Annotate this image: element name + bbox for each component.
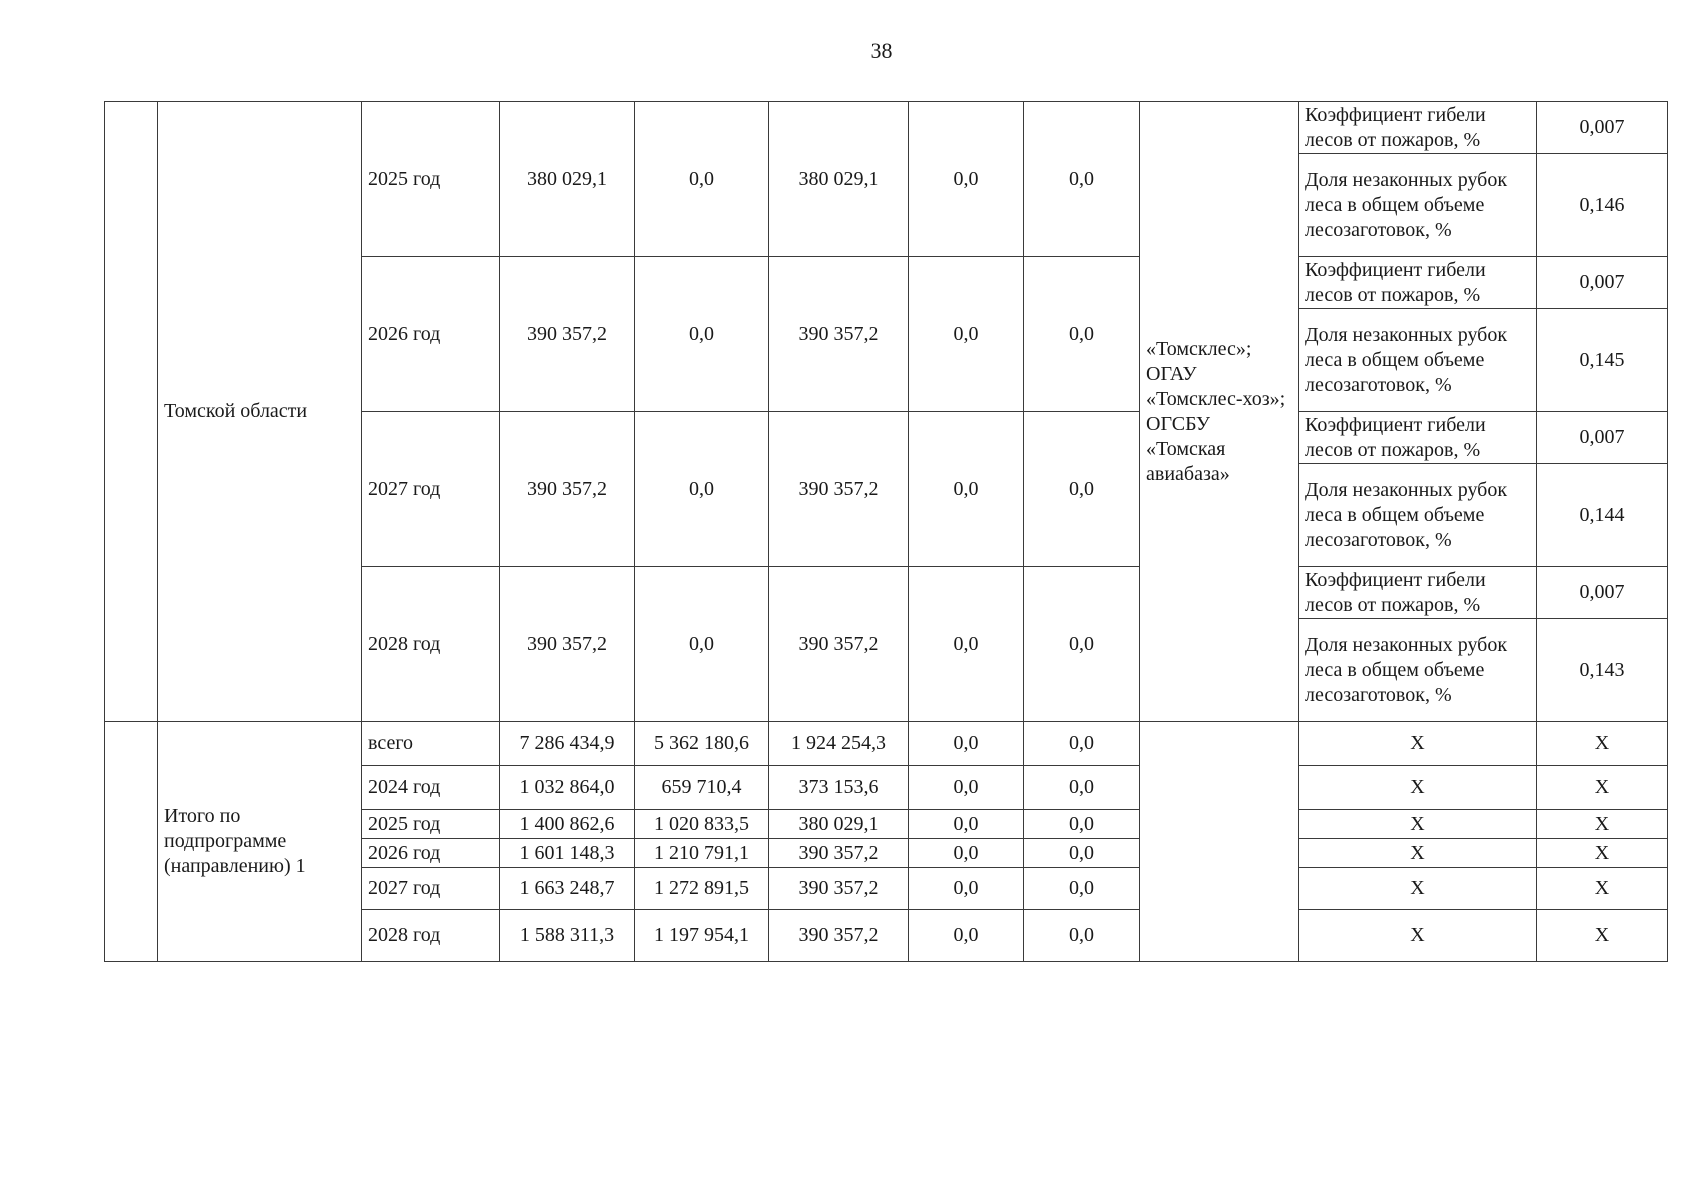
amount-cell: 0,0 <box>909 412 1024 567</box>
page-number: 38 <box>870 38 893 63</box>
amount-cell: 390 357,2 <box>769 412 909 567</box>
amount-cell: 0,0 <box>1024 810 1140 839</box>
executor-cell: «Томсклес»; ОГАУ «Томсклес-хоз»; ОГСБУ «Томская авиабаза» <box>1140 102 1299 722</box>
amount-cell: 1 210 791,1 <box>635 839 769 868</box>
year-cell: 2027 год <box>362 412 500 567</box>
amount-cell: 0,0 <box>1024 567 1140 722</box>
indicator-value-cell: 0,007 <box>1537 257 1668 309</box>
amount-cell: 0,0 <box>635 102 769 257</box>
indicator-x-cell: X <box>1537 766 1668 810</box>
total-name-cell: Итого по подпрограмме (направлению) 1 <box>158 722 362 962</box>
indicator-label-cell: Коэффициент гибели лесов от пожаров, % <box>1299 412 1537 464</box>
table-row <box>105 722 1668 766</box>
amount-cell: 0,0 <box>909 868 1024 910</box>
amount-cell: 7 286 434,9 <box>500 722 635 766</box>
indicator-x-cell: X <box>1537 910 1668 962</box>
indicator-x-cell: X <box>1299 868 1537 910</box>
amount-cell: 0,0 <box>1024 102 1140 257</box>
year-cell: 2028 год <box>362 910 500 962</box>
amount-cell: 390 357,2 <box>769 567 909 722</box>
indicator-value-cell: 0,007 <box>1537 102 1668 154</box>
indicator-x-cell: X <box>1299 839 1537 868</box>
amount-cell: 0,0 <box>909 839 1024 868</box>
year-cell: 2025 год <box>362 102 500 257</box>
row-number-cell <box>105 722 158 962</box>
indicator-x-cell: X <box>1299 766 1537 810</box>
amount-cell: 1 663 248,7 <box>500 868 635 910</box>
amount-cell: 1 197 954,1 <box>635 910 769 962</box>
amount-cell: 0,0 <box>1024 910 1140 962</box>
amount-cell: 0,0 <box>1024 839 1140 868</box>
amount-cell: 390 357,2 <box>500 567 635 722</box>
amount-cell: 0,0 <box>909 567 1024 722</box>
amount-cell: 5 362 180,6 <box>635 722 769 766</box>
amount-cell: 0,0 <box>909 722 1024 766</box>
amount-cell: 0,0 <box>635 567 769 722</box>
indicator-value-cell: 0,146 <box>1537 154 1668 257</box>
indicator-value-cell: 0,007 <box>1537 412 1668 464</box>
year-cell: всего <box>362 722 500 766</box>
amount-cell: 0,0 <box>1024 868 1140 910</box>
indicator-label-cell: Доля незаконных рубок леса в общем объеме лесозаготовок, % <box>1299 309 1537 412</box>
amount-cell: 380 029,1 <box>769 102 909 257</box>
amount-cell: 0,0 <box>909 810 1024 839</box>
indicator-label-cell: Коэффициент гибели лесов от пожаров, % <box>1299 567 1537 619</box>
amount-cell: 1 601 148,3 <box>500 839 635 868</box>
year-cell: 2027 год <box>362 868 500 910</box>
amount-cell: 380 029,1 <box>500 102 635 257</box>
indicator-x-cell: X <box>1299 722 1537 766</box>
amount-cell: 0,0 <box>635 412 769 567</box>
indicator-label-cell: Доля незаконных рубок леса в общем объеме лесозаготовок, % <box>1299 619 1537 722</box>
amount-cell: 0,0 <box>1024 722 1140 766</box>
amount-cell: 1 272 891,5 <box>635 868 769 910</box>
amount-cell: 390 357,2 <box>769 839 909 868</box>
indicator-label-cell: Коэффициент гибели лесов от пожаров, % <box>1299 257 1537 309</box>
indicator-label-cell: Коэффициент гибели лесов от пожаров, % <box>1299 102 1537 154</box>
year-cell: 2025 год <box>362 810 500 839</box>
program-name-cell: Томской области <box>158 102 362 722</box>
indicator-x-cell: X <box>1537 722 1668 766</box>
table-body <box>105 102 1668 962</box>
amount-cell: 390 357,2 <box>769 257 909 412</box>
amount-cell: 390 357,2 <box>769 910 909 962</box>
amount-cell: 0,0 <box>909 766 1024 810</box>
budget-table <box>104 101 1668 962</box>
amount-cell: 1 032 864,0 <box>500 766 635 810</box>
amount-cell: 1 924 254,3 <box>769 722 909 766</box>
indicator-value-cell: 0,144 <box>1537 464 1668 567</box>
amount-cell: 0,0 <box>909 257 1024 412</box>
amount-cell: 0,0 <box>1024 257 1140 412</box>
indicator-value-cell: 0,145 <box>1537 309 1668 412</box>
year-cell: 2026 год <box>362 257 500 412</box>
amount-cell: 390 357,2 <box>500 412 635 567</box>
row-number-cell <box>105 102 158 722</box>
amount-cell: 0,0 <box>635 257 769 412</box>
amount-cell: 0,0 <box>1024 766 1140 810</box>
amount-cell: 0,0 <box>1024 412 1140 567</box>
amount-cell: 390 357,2 <box>769 868 909 910</box>
amount-cell: 390 357,2 <box>500 257 635 412</box>
year-cell: 2026 год <box>362 839 500 868</box>
indicator-label-cell: Доля незаконных рубок леса в общем объеме лесозаготовок, % <box>1299 154 1537 257</box>
amount-cell: 380 029,1 <box>769 810 909 839</box>
indicator-x-cell: X <box>1299 810 1537 839</box>
indicator-label-cell: Доля незаконных рубок леса в общем объеме лесозаготовок, % <box>1299 464 1537 567</box>
indicator-x-cell: X <box>1537 810 1668 839</box>
year-cell: 2024 год <box>362 766 500 810</box>
table-row <box>105 102 1668 154</box>
indicator-x-cell: X <box>1537 868 1668 910</box>
amount-cell: 373 153,6 <box>769 766 909 810</box>
indicator-x-cell: X <box>1537 839 1668 868</box>
amount-cell: 1 588 311,3 <box>500 910 635 962</box>
indicator-x-cell: X <box>1299 910 1537 962</box>
amount-cell: 659 710,4 <box>635 766 769 810</box>
amount-cell: 0,0 <box>909 102 1024 257</box>
amount-cell: 1 020 833,5 <box>635 810 769 839</box>
year-cell: 2028 год <box>362 567 500 722</box>
indicator-value-cell: 0,007 <box>1537 567 1668 619</box>
indicator-value-cell: 0,143 <box>1537 619 1668 722</box>
amount-cell: 0,0 <box>909 910 1024 962</box>
amount-cell: 1 400 862,6 <box>500 810 635 839</box>
executor-cell <box>1140 722 1299 962</box>
